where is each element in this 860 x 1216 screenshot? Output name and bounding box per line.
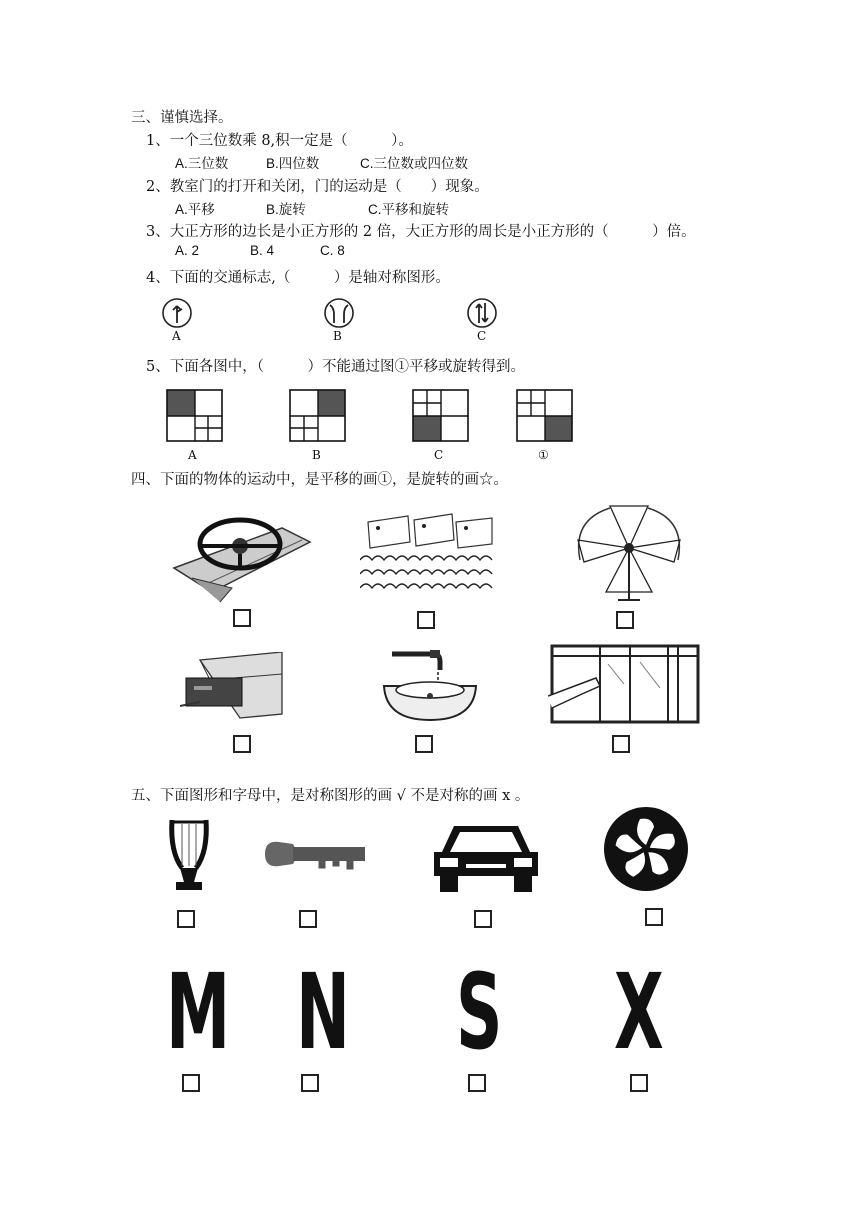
q3-option-a: A. 2 — [175, 243, 200, 258]
lyre-image — [164, 812, 214, 892]
q1-option-a: A.三位数 — [175, 156, 229, 171]
sliding-window-image — [548, 644, 700, 726]
drawer-image — [180, 652, 284, 720]
car-checkbox[interactable] — [474, 910, 492, 928]
flag-crowd-image — [360, 512, 496, 600]
question-5: 5、下面各图中，（ ）不能通过图①平移或旋转得到。 — [146, 359, 525, 375]
traffic-sign-c — [465, 296, 499, 330]
q2-option-a: A.平移 — [175, 202, 215, 217]
traffic-sign-b-label: B — [333, 329, 342, 343]
q2-option-b: B.旋转 — [266, 202, 306, 217]
letter-n: N — [296, 951, 350, 1073]
q2-option-c: C.平移和旋转 — [368, 202, 449, 217]
faucet-image — [382, 650, 478, 724]
letter-m: M — [166, 951, 231, 1073]
sliding-window-checkbox[interactable] — [612, 735, 630, 753]
question-2: 2、教室门的打开和关闭，门的运动是（ ）现象。 — [146, 179, 489, 195]
electric-fan-checkbox[interactable] — [616, 611, 634, 629]
question-1: 1、一个三位数乘 8,积一定是（ ）。 — [146, 133, 413, 149]
traffic-sign-c-label: C — [477, 329, 487, 343]
question-4: 4、下面的交通标志,（ ）是轴对称图形。 — [146, 270, 450, 286]
steering-wheel-checkbox[interactable] — [233, 609, 251, 627]
grid-figure-c — [412, 389, 470, 443]
letter-x: X — [614, 951, 664, 1073]
grid-figure-b-label: B — [312, 448, 321, 462]
section-4-heading: 四、下面的物体的运动中，是平移的画①，是旋转的画☆。 — [131, 472, 508, 488]
car-image — [432, 822, 540, 894]
electric-fan-image — [570, 500, 688, 604]
traffic-sign-a — [160, 296, 194, 330]
q3-option-c: C. 8 — [320, 243, 345, 258]
key-checkbox[interactable] — [299, 910, 317, 928]
key-image — [263, 834, 367, 874]
grid-figure-c-label: C — [434, 448, 444, 462]
grid-figure-b — [289, 389, 347, 443]
q1-option-b: B.四位数 — [266, 156, 320, 171]
traffic-sign-a-label: A — [172, 329, 181, 343]
letter-s-checkbox[interactable] — [468, 1074, 486, 1092]
letter-x-checkbox[interactable] — [630, 1074, 648, 1092]
hong-kong-emblem-checkbox[interactable] — [645, 908, 663, 926]
letter-s: S — [456, 951, 503, 1073]
grid-figure-a — [166, 389, 224, 443]
grid-figure-a-label: A — [188, 448, 197, 462]
faucet-checkbox[interactable] — [415, 735, 433, 753]
question-3: 3、大正方形的边长是小正方形的 2 倍，大正方形的周长是小正方形的（ ）倍。 — [146, 224, 696, 240]
hong-kong-emblem-image — [603, 806, 689, 892]
q3-option-b: B. 4 — [250, 243, 275, 258]
grid-figure-1-label: ① — [538, 448, 549, 462]
flag-crowd-checkbox[interactable] — [417, 611, 435, 629]
letter-n-checkbox[interactable] — [301, 1074, 319, 1092]
letter-m-checkbox[interactable] — [182, 1074, 200, 1092]
q1-option-c: C.三位数或四位数 — [360, 156, 468, 171]
steering-wheel-image — [172, 508, 312, 604]
traffic-sign-b — [322, 296, 356, 330]
section-5-heading: 五、下面图形和字母中，是对称图形的画 √ 不是对称的画 x 。 — [131, 788, 530, 804]
grid-figure-1 — [516, 389, 574, 443]
section-3-heading: 三、谨慎选择。 — [131, 110, 233, 126]
drawer-checkbox[interactable] — [233, 735, 251, 753]
lyre-checkbox[interactable] — [177, 910, 195, 928]
